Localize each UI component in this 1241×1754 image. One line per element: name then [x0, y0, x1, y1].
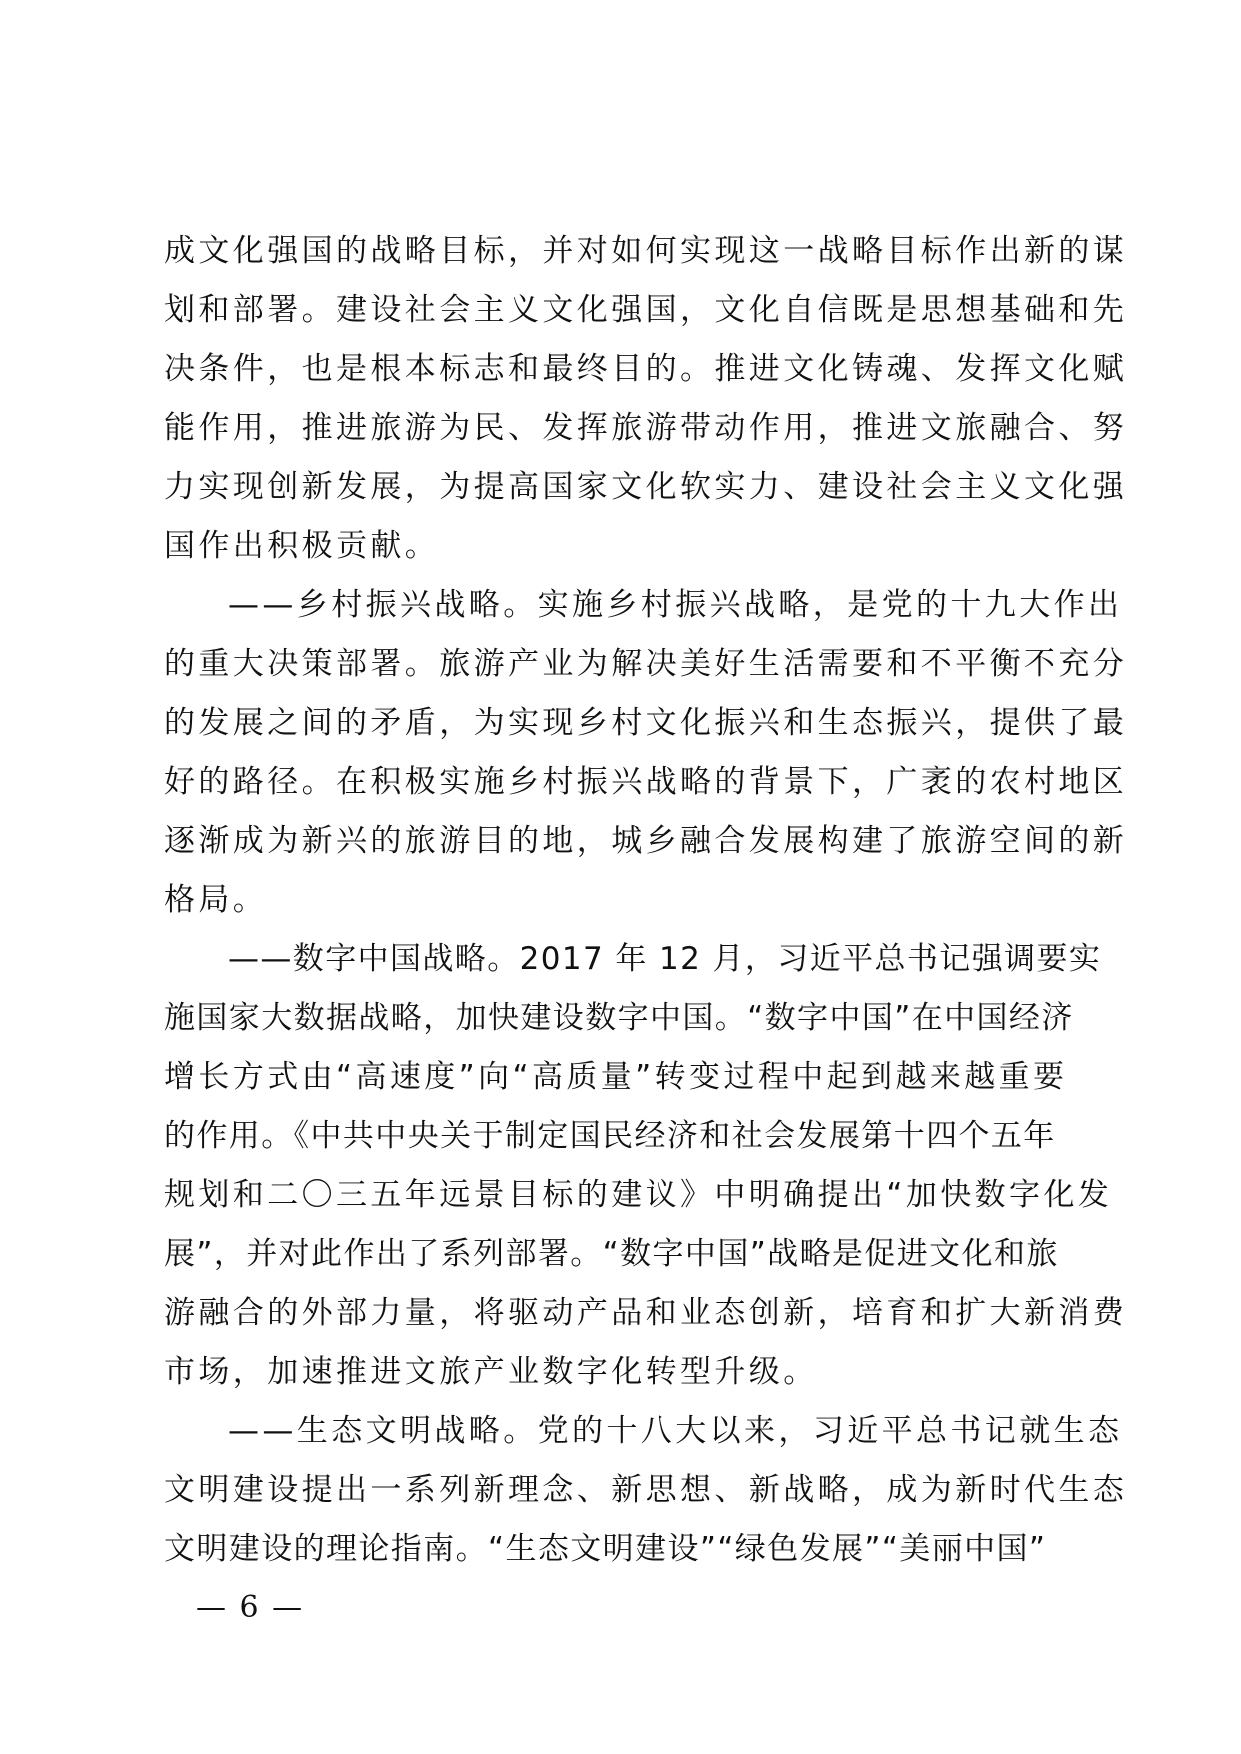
text-line-3: 决条件，也是根本标志和最终目的。推进文化铸魂、发挥文化赋: [164, 351, 1128, 387]
text-line-2: 划和部署。建设社会主义文化强国，文化自信既是思想基础和先: [164, 292, 1128, 328]
text-line-10: 好的路径。在积极实施乡村振兴战略的背景下，广袤的农村地区: [164, 764, 1128, 800]
text-line-20: 市场，加速推进文旅产业数字化转型升级。: [164, 1354, 818, 1390]
text-line-14: 施国家大数据战略，加快建设数字中国。“数字中国”在中国经济: [164, 1000, 1074, 1036]
text-line-4: 能作用，推进旅游为民、发挥旅游带动作用，推进文旅融合、努: [164, 410, 1128, 446]
text-line-5: 力实现创新发展，为提高国家文化软实力、建设社会主义文化强: [164, 469, 1128, 505]
text-line-11: 逐渐成为新兴的旅游目的地，城乡融合发展构建了旅游空间的新: [164, 823, 1128, 859]
text-line-8: 的重大决策部署。旅游产业为解决美好生活需要和不平衡不充分: [164, 646, 1128, 682]
text-line-1: 成文化强国的战略目标，并对如何实现这一战略目标作出新的谋: [164, 233, 1128, 269]
text-line-19: 游融合的外部力量，将驱动产品和业态创新，培育和扩大新消费: [164, 1295, 1128, 1331]
text-line-6: 国作出积极贡献。: [164, 528, 440, 564]
text-line-22: 文明建设提出一系列新理念、新思想、新战略，成为新时代生态: [164, 1472, 1128, 1508]
text-line-13: ——数字中国战略。2017 年 12 月，习近平总书记强调要实: [228, 941, 1102, 977]
text-line-9: 的发展之间的矛盾，为实现乡村文化振兴和生态振兴，提供了最: [164, 705, 1128, 741]
text-line-21: ——生态文明战略。党的十八大以来，习近平总书记就生态: [228, 1413, 1123, 1449]
page-number: — 6 —: [196, 1590, 305, 1625]
text-line-16: 的作用。《中共中央关于制定国民经济和社会发展第十四个五年: [164, 1118, 1056, 1154]
text-line-18: 展”，并对此作出了系列部署。“数字中国”战略是促进文化和旅: [164, 1236, 1059, 1272]
text-line-17: 规划和二〇三五年远景目标的建议》中明确提出“加快数字化发: [164, 1177, 1113, 1213]
text-line-7: ——乡村振兴战略。实施乡村振兴战略，是党的十九大作出: [228, 587, 1123, 623]
text-line-15: 增长方式由“高速度”向“高质量”转变过程中起到越来越重要: [164, 1059, 1068, 1095]
body-text: [164, 222, 1128, 1579]
text-line-23: 文明建设的理论指南。“生态文明建设”“绿色发展”“美丽中国”: [164, 1531, 1047, 1567]
text-line-12: 格局。: [164, 882, 268, 918]
